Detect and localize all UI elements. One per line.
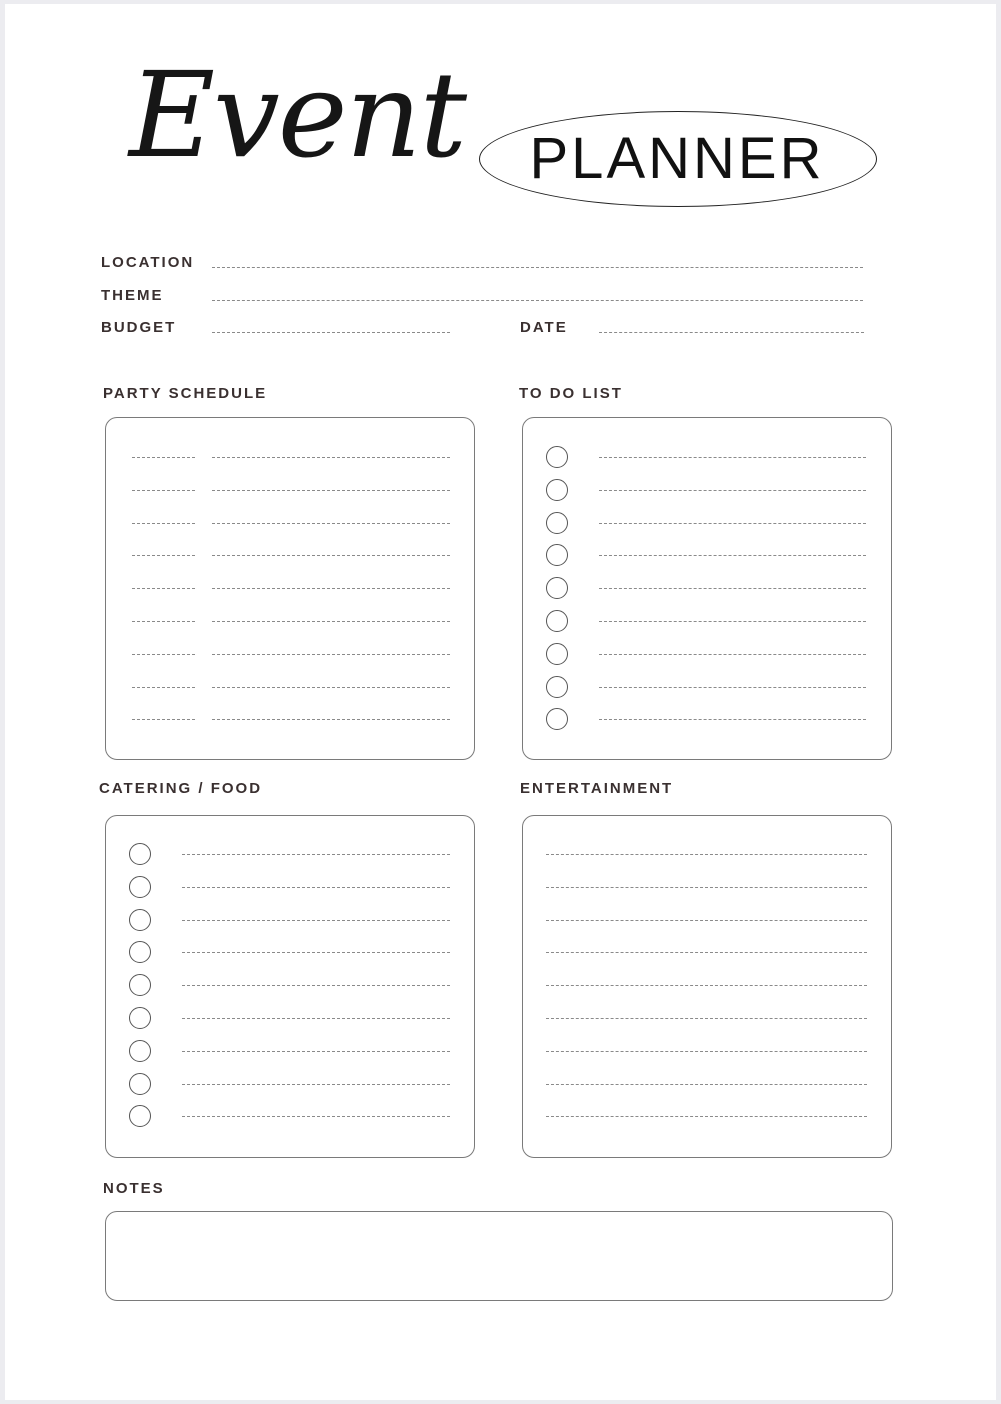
schedule-time-line[interactable] xyxy=(132,687,195,688)
catering-checkbox[interactable] xyxy=(129,1073,151,1095)
budget-field[interactable] xyxy=(212,332,450,333)
entertainment-item-line[interactable] xyxy=(546,854,867,855)
todo-item-line[interactable] xyxy=(599,490,866,491)
schedule-item-line[interactable] xyxy=(212,719,450,720)
catering-checkbox[interactable] xyxy=(129,843,151,865)
todo-item-line[interactable] xyxy=(599,687,866,688)
notes-heading: NOTES xyxy=(103,1180,165,1197)
catering-checkbox[interactable] xyxy=(129,909,151,931)
todo-heading: TO DO LIST xyxy=(519,385,623,402)
budget-label: BUDGET xyxy=(101,319,177,336)
catering-item-line[interactable] xyxy=(182,1084,450,1085)
entertainment-item-line[interactable] xyxy=(546,1116,867,1117)
catering-item-line[interactable] xyxy=(182,1051,450,1052)
catering-heading: CATERING / FOOD xyxy=(99,780,263,797)
todo-checkbox[interactable] xyxy=(546,643,568,665)
schedule-time-line[interactable] xyxy=(132,555,195,556)
title-block: PLANNER xyxy=(529,125,825,191)
todo-checkbox[interactable] xyxy=(546,446,568,468)
catering-item-line[interactable] xyxy=(182,887,450,888)
schedule-item-line[interactable] xyxy=(212,588,450,589)
planner-page xyxy=(5,4,996,1400)
schedule-item-line[interactable] xyxy=(212,687,450,688)
party-schedule-heading: PARTY SCHEDULE xyxy=(103,385,268,402)
schedule-item-line[interactable] xyxy=(212,523,450,524)
theme-field[interactable] xyxy=(212,300,863,301)
entertainment-box xyxy=(522,815,892,1158)
entertainment-item-line[interactable] xyxy=(546,920,867,921)
schedule-time-line[interactable] xyxy=(132,719,195,720)
location-field[interactable] xyxy=(212,267,863,268)
todo-item-line[interactable] xyxy=(599,588,866,589)
todo-checkbox[interactable] xyxy=(546,610,568,632)
schedule-item-line[interactable] xyxy=(212,555,450,556)
todo-checkbox[interactable] xyxy=(546,676,568,698)
todo-item-line[interactable] xyxy=(599,654,866,655)
catering-item-line[interactable] xyxy=(182,854,450,855)
todo-item-line[interactable] xyxy=(599,555,866,556)
theme-label: THEME xyxy=(101,287,164,304)
catering-checkbox[interactable] xyxy=(129,1040,151,1062)
catering-checkbox[interactable] xyxy=(129,876,151,898)
catering-box xyxy=(105,815,475,1158)
schedule-item-line[interactable] xyxy=(212,457,450,458)
entertainment-item-line[interactable] xyxy=(546,1051,867,1052)
schedule-time-line[interactable] xyxy=(132,523,195,524)
schedule-time-line[interactable] xyxy=(132,490,195,491)
todo-item-line[interactable] xyxy=(599,523,866,524)
todo-item-line[interactable] xyxy=(599,457,866,458)
title-script: Event xyxy=(129,46,466,184)
location-label: LOCATION xyxy=(101,254,195,271)
date-field[interactable] xyxy=(599,332,864,333)
notes-box[interactable] xyxy=(105,1211,893,1301)
entertainment-item-line[interactable] xyxy=(546,1018,867,1019)
entertainment-item-line[interactable] xyxy=(546,952,867,953)
todo-item-line[interactable] xyxy=(599,621,866,622)
entertainment-item-line[interactable] xyxy=(546,985,867,986)
todo-item-line[interactable] xyxy=(599,719,866,720)
schedule-time-line[interactable] xyxy=(132,654,195,655)
schedule-item-line[interactable] xyxy=(212,490,450,491)
entertainment-heading: ENTERTAINMENT xyxy=(520,780,674,797)
entertainment-item-line[interactable] xyxy=(546,1084,867,1085)
todo-checkbox[interactable] xyxy=(546,479,568,501)
catering-item-line[interactable] xyxy=(182,1018,450,1019)
catering-item-line[interactable] xyxy=(182,920,450,921)
schedule-time-line[interactable] xyxy=(132,457,195,458)
catering-item-line[interactable] xyxy=(182,985,450,986)
schedule-item-line[interactable] xyxy=(212,654,450,655)
catering-item-line[interactable] xyxy=(182,952,450,953)
catering-checkbox[interactable] xyxy=(129,1007,151,1029)
catering-item-line[interactable] xyxy=(182,1116,450,1117)
schedule-time-line[interactable] xyxy=(132,621,195,622)
schedule-time-line[interactable] xyxy=(132,588,195,589)
date-label: DATE xyxy=(520,319,568,336)
entertainment-item-line[interactable] xyxy=(546,887,867,888)
schedule-item-line[interactable] xyxy=(212,621,450,622)
todo-checkbox[interactable] xyxy=(546,512,568,534)
